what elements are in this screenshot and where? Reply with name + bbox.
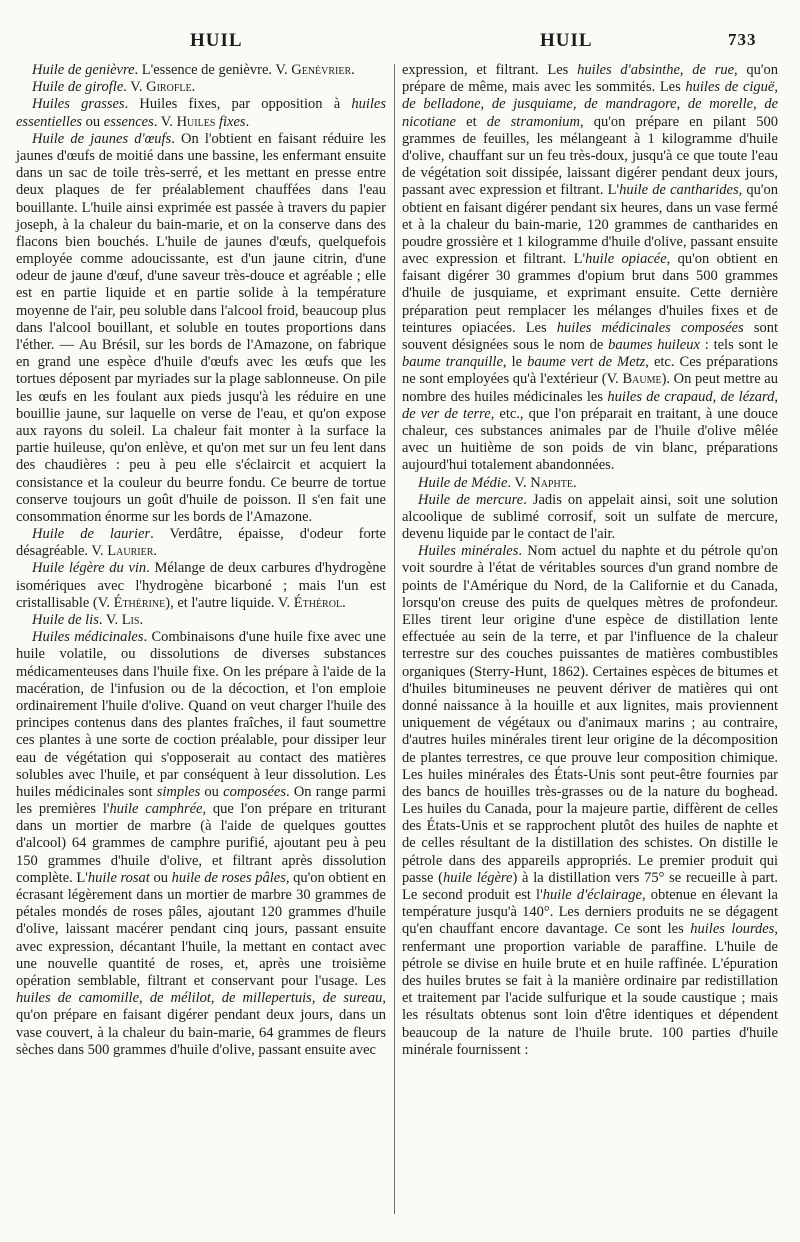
cross-reference: Laurier: [107, 543, 154, 560]
article-paragraph: [16, 131, 386, 526]
article-paragraph: [16, 526, 386, 560]
body-text: ou: [200, 783, 224, 800]
body-text: . V.: [123, 79, 147, 96]
body-text: . Nom actuel du naphte et du pétrole qu'on voit sourdre à l'état de véritables sources d'un grand nombre de points de l'Amérique du Nord, de la Californie et du Canada, lorsqu'on creuse des puits de quelques mètres de profondeur. Elles tirent leur origine d'une espèce de distillation lente effectuée au sein de la terre, et par l'influence de la chaleur terrestre sur des couches puissantes de matières combustibles organiques (Sterry-Hunt, 1862). Certaines espèces de bitumes et d'huiles bitumineuses ne peuvent dériver de matières qui ont donné naissance à la houille et aux lignites, mais proviennent uniquement de végétaux ou d'animaux marins ; au contraire, d'autres huiles minérales tirent leur origine de la décomposition de plantes terrestres, ce que prouve leur composition chimique. Les huiles minérales des États-Unis sont peut-être fournies par des bancs de houilles très-grasses ou de la nature du boghead. Les huiles du Canada, pour la majeure partie, diffèrent de celles des États-Unis et se rapprochent plutôt des huiles de naphte et de celles résultant de la distillation des schistes. On distille le pétrole dans des appareils appropriés. Le premier produit qui passe (: [402, 543, 778, 886]
article-paragraph: [16, 560, 386, 612]
body-text: , le: [502, 354, 528, 371]
body-text: .: [139, 612, 144, 628]
entry-term: Huiles médicinales: [32, 629, 144, 646]
entry-term: huile opiacée: [585, 251, 667, 268]
body-text: . On range parmi les premières l': [16, 783, 387, 818]
body-text: . Huiles fixes, par opposition à: [124, 96, 352, 113]
entry-term: de rue: [692, 62, 735, 78]
body-text: , obtenue en élevant la température jusqu'à 140°. Les derniers produits ne se dégagent qu'en chauffant encore davantage. Ce sont les: [402, 887, 778, 938]
column-divider: [394, 64, 395, 1214]
body-text: expression, et filtrant. Les: [402, 62, 578, 78]
right-column: [402, 62, 778, 1059]
body-text: , renfermant une proportion variable de paraffine. L'huile de pétrole se divise en huile brute et en huile raffinée. L'épuration des huiles brutes se fait à la manière ordinaire par redistillation et traitement par l'acide sulfurique et la soude caustique ; mais les résultats obtenus sont loin d'être identiques et dépendent beaucoup de la nature de l'huile brute. 100 parties d'huile minérale fournissent :: [402, 921, 778, 1058]
article-paragraph: [402, 475, 778, 492]
entry-term: Huile de genièvre: [32, 62, 135, 78]
body-text: . V.: [98, 612, 122, 628]
article-paragraph: [402, 62, 778, 475]
cross-reference: Naphte: [530, 474, 573, 491]
entry-term: de mandragore: [584, 96, 677, 113]
body-text: . V.: [153, 113, 177, 130]
page-number: 733: [728, 30, 757, 49]
entry-term: Huiles minérales: [418, 543, 519, 560]
body-text: . Jadis on appelait ainsi, soit une solution alcoolique de sublimé corrosif, soit un sulfate de mercure, devenu liquide par le contact de l'air.: [402, 491, 778, 543]
body-text: ,: [774, 388, 779, 405]
entry-term: huiles médicinales composées: [556, 319, 744, 336]
body-text: ,: [139, 990, 150, 1007]
entry-term: Huile de Médie: [418, 474, 508, 491]
entry-term: huile d'éclairage: [542, 887, 642, 903]
running-header: [0, 30, 800, 60]
body-text: .: [342, 594, 346, 611]
entry-term: de belladone: [402, 96, 481, 113]
cross-reference: Éthérol: [293, 594, 343, 611]
body-text: . V.: [507, 474, 531, 491]
body-text: ,: [210, 990, 222, 1007]
body-text: ). On peut mettre au nombre des huiles médicinales les: [402, 371, 778, 405]
body-text: . Verdâtre, épaisse, d'odeur forte désagréable. V.: [16, 526, 386, 560]
body-text: , que l'on prépare en triturant dans un mortier de marbre (à l'aide de quelques gouttes d'alcool) 64 grammes de camphre purifié, ajoutant peu à peu 150 grammes d'huile d'olive, et filtrant après dissolution complète. L': [16, 801, 386, 886]
body-text: , qu'on prépare de même, mais avec les sommités. Les: [402, 62, 779, 96]
article-paragraph: [16, 96, 386, 130]
body-text: , qu'on obtient en écrasant légèrement dans un mortier de marbre 30 grammes de pétales mondés de roses pâles, ajoutant 120 grammes d'huile d'olive, laissant macérer pendant cinq jours, passant ensuite avec expression, décantant l'huile, la mettant en contact avec une nouvelle quantité de roses, et, après une troisième opération semblable, filtrant et conservant pour l'usage. Les: [16, 869, 386, 989]
cross-reference: Girofle: [146, 79, 192, 96]
entry-term: Huiles grasses: [32, 96, 125, 113]
entry-term: Huile de mercure: [418, 491, 524, 508]
body-text: ) à la distillation vers 75° se recueille à part. Le second produit est l': [402, 869, 778, 903]
entry-term: huile rosat: [87, 869, 150, 886]
entry-term: de jusquiame: [491, 96, 573, 113]
article-paragraph: [16, 629, 386, 1059]
body-text: ), et l'autre liquide. V.: [165, 594, 294, 611]
entry-term: fixes: [219, 113, 246, 130]
body-text: sont souvent désignées sous le nom de: [402, 319, 779, 353]
entry-term: huile de cantharides: [619, 182, 739, 199]
body-text: ,: [753, 96, 765, 113]
entry-term: huile légère: [443, 869, 513, 886]
entry-term: huiles de crapaud: [607, 388, 713, 405]
entry-term: de millepertuis: [221, 990, 312, 1007]
entry-term: de ver de terre: [402, 405, 491, 422]
body-text: ,: [676, 96, 688, 113]
body-text: et: [455, 113, 487, 130]
body-text: , etc. Ces préparations ne sont employées qu'à l'extérieur (V.: [402, 354, 778, 388]
entry-term: Huile de jaunes d'œufs: [32, 130, 172, 147]
body-text: .: [572, 474, 577, 491]
article-paragraph: [402, 492, 778, 544]
body-text: ou: [82, 113, 104, 130]
entry-term: huiles de camomille: [16, 990, 140, 1007]
body-text: ,: [572, 96, 585, 113]
body-text: ,: [712, 388, 721, 405]
cross-reference: Genévrier: [291, 62, 352, 78]
cross-reference: Éthérine: [113, 594, 166, 611]
body-text: , qu'on obtient en faisant digérer pendant six heures, dans un vase fermé et à la chaleur du bain-marie, 120 grammes de cantharides en poudre grossière et 1 kilogramme d'huile d'olive, passant ensuite avec expression et filtrant. L': [402, 182, 778, 268]
header-left-word: HUIL: [190, 30, 243, 51]
body-text: . Mélange de deux carbures d'hydrogène isomériques avec l'hydrogène bicarboné ; mais l'un est cristallisable (V.: [16, 560, 386, 611]
entry-term: composées: [223, 783, 286, 800]
body-text: ,: [774, 79, 778, 96]
body-text: . On l'obtient en faisant réduire les jaunes d'œufs de moitié dans une bassine, les enfermant ensuite dans un sac de toile très-serré, et les mettant en presse entre deux plaques de fer préalablement chauffées dans l'eau bouillante. L'huile ainsi exprimée est passée à travers du papier joseph, à la chaleur du bain-marie, et on la conserve dans des flacons bien bouchés. L'huile de jaunes d'œufs, quelquefois employée comme adoucissante, est d'un jaune citrin, d'une odeur de jaune d'œuf, d'une saveur très-douce et agréable ; elle est en partie liquide et en partie solide à la température moyenne de l'air, peu soluble dans l'alcool froid, beaucoup plus dans l'alcool bouillant, et soluble en toutes proportions dans l'éther. — Au Brésil, sur les bords de l'Amazone, on fabrique en grand une espèce d'huile d'œufs avec les œufs que les tortues déposent par myriades sur la plage sablonneuse. On pile les œufs en les foulant aux pieds jusqu'à les réduire en une bouillie jaune, sur laquelle on verse de l'eau, et qu'on expose aux rayons du soleil. La chaleur fait monter à la surface la partie huileuse, qu'on enlève, et qu'on met sur un feu lent dans des chaudières : peu à peu elle s'éclaircit et acquiert la consistance et la couleur du beurre fondu. Ce beurre de tortue conserve toujours un goût d'huile de poisson. Il s'en fait une consommation énorme sur les bords de l'Amazone.: [16, 130, 386, 525]
body-text: . Combinaisons d'une huile fixe avec une huile volatile, ou dissolutions de diverses substances médicamenteuses dans l'huile fixe. On les prépare à l'aide de la macération, de l'infusion ou de la décoction, et l'on emploie ordinairement l'huile d'olive. Quand on veut charger l'huile des principes contenus dans des plantes fraîches, il faut soumettre ces plantes à une sorte de coction préalable, pour dissiper leur eau de végétation qui s'opposerait au contact des matières solubles avec l'huile, et par conséquent à leur dissolution. Les huiles médicinales sont: [16, 629, 386, 800]
entry-term: essences: [103, 113, 154, 130]
entry-term: Huile de laurier: [32, 526, 151, 543]
entry-term: baumes huileux: [608, 337, 700, 353]
body-text: ,: [311, 990, 323, 1007]
entry-term: de nicotiane: [402, 96, 779, 130]
entry-term: huile camphrée: [109, 801, 203, 818]
entry-term: de stramonium: [486, 113, 580, 130]
body-text: , qu'on obtient en faisant digérer 30 grammes d'opium brut dans 500 grammes d'huile de jusquiame, et exprimant ensuite. Cette dernière préparation peut remplacer les mélanges d'huiles fixes et de teintures opiacées. Les: [402, 251, 778, 336]
article-paragraph: [16, 62, 386, 79]
article-paragraph: [16, 79, 386, 96]
entry-term: de morelle: [687, 96, 754, 113]
entry-term: de lézard: [720, 388, 775, 405]
cross-reference: Lis: [121, 612, 140, 628]
body-text: ,: [480, 96, 492, 113]
entry-term: Huile de lis: [32, 612, 99, 628]
entry-term: baume vert de Metz: [527, 354, 646, 371]
cross-reference: Baume: [622, 371, 662, 388]
entry-term: huile de roses pâles: [171, 869, 286, 886]
body-text: , qu'on prépare en pilant 500 grammes de feuilles, les mélangeant à 1 kilogramme d'huile d'olive, chauffant sur un feu très-doux, jusqu'à ce que toute l'eau de végétation soit dissipée, laissant digérer pendant deux jours, passant avec expression et filtrant. L': [402, 113, 778, 199]
body-text: . L'essence de genièvre. V.: [134, 62, 292, 78]
left-column: [16, 62, 386, 1059]
body-text: .: [245, 113, 250, 130]
body-text: : tels sont le: [699, 337, 778, 353]
body-text: ,: [679, 62, 693, 78]
body-text: .: [191, 79, 196, 96]
entry-term: huiles essentielles: [16, 96, 386, 130]
entry-term: baume tranquille: [402, 354, 503, 371]
cross-reference: Huiles: [176, 113, 216, 130]
body-text: .: [153, 543, 157, 560]
entry-term: de mélilot: [149, 990, 211, 1007]
entry-term: Huile de girofle: [32, 79, 124, 96]
body-text: .: [351, 62, 355, 78]
entry-term: simples: [156, 783, 201, 800]
body-text: , qu'on prépare en faisant digérer pendant deux jours, dans un vase couvert, à la chaleur du bain-marie, 64 grammes de fleurs sèches dans 500 grammes d'huile d'olive, passant ensuite avec: [16, 990, 386, 1058]
header-right-word: HUIL: [540, 30, 593, 51]
body-text: ou: [149, 869, 172, 886]
body-text: , etc., que l'on préparait en traitant, à une douce chaleur, ces substances animales par de l'huile d'olive mêlée avec un huitième de son poids de vin blanc, préparations aujourd'hui totalement abandonnées.: [402, 405, 778, 474]
entry-term: huiles d'absinthe: [577, 62, 680, 78]
article-paragraph: [402, 543, 778, 1059]
entry-term: Huile légère du vin: [32, 560, 147, 577]
entry-term: de sureau: [322, 990, 383, 1007]
article-paragraph: [16, 612, 386, 629]
entry-term: huiles lourdes: [690, 921, 775, 938]
entry-term: huiles de ciguë: [685, 79, 775, 96]
